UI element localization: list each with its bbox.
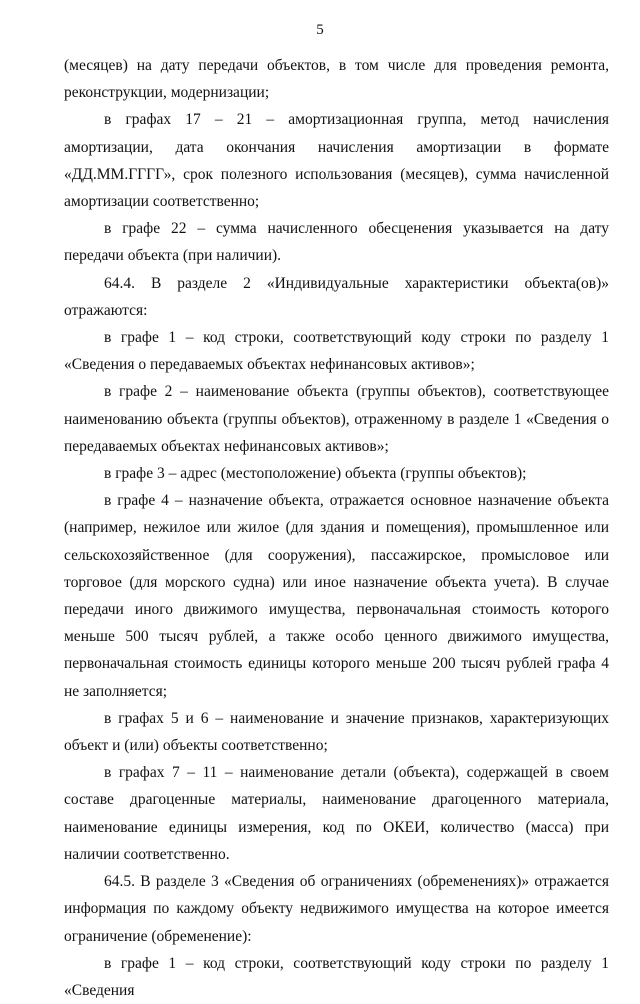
document-body — [64, 52, 609, 1004]
paragraph: в графе 2 – наименование объекта (группы объектов), соответствующее наименованию объекта (группы объектов), отраженному в разделе 1 «Сведения о передаваемых объектах нефинансовых активов»; — [64, 383, 609, 455]
paragraph: в графах 17 – 21 – амортизационная группа, метод начисления амортизации, дата окончания начисления амортизации в формате «ДД.ММ.ГГГГ», срок полезного использования (месяцев), сумма начисленной амортизации соответственно; — [64, 111, 609, 211]
paragraph: в графе 1 – код строки, соответствующий коду строки по разделу 1 «Сведения — [64, 954, 609, 999]
paragraph: в графах 5 и 6 – наименование и значение признаков, характеризующих объект и (или) объекты соответственно; — [64, 709, 609, 755]
paragraph: в графе 1 – код строки, соответствующий коду строки по разделу 1 «Сведения о передаваемых объектах нефинансовых активов»; — [64, 329, 609, 374]
page-number: 5 — [316, 22, 324, 38]
paragraph: (месяцев) на дату передачи объектов, в том числе для проведения ремонта, реконструкции, модернизации; — [64, 57, 609, 102]
paragraph: 64.5. В разделе 3 «Сведения об ограничениях (обременениях)» отражается информация по каждому объекту недвижимого имущества на которое имеется ограничение (обременение): — [64, 873, 609, 945]
paragraph: в графе 3 – адрес (местоположение) объекта (группы объектов); — [104, 465, 527, 483]
paragraph: 64.4. В разделе 2 «Индивидуальные характеристики объекта(ов)» отражаются: — [64, 274, 609, 319]
paragraph: в графе 22 – сумма начисленного обесценения указывается на дату передачи объекта (при наличии). — [64, 220, 609, 265]
paragraph: в графах 7 – 11 – наименование детали (объекта), содержащей в своем составе драгоценные материалы, наименование драгоценного материала, наименование единицы измерения, код по ОКЕИ, количество (масса) при наличии соответственно. — [64, 764, 609, 863]
paragraph: в графе 4 – назначение объекта, отражается основное назначение объекта (например, нежилое или жилое (для здания и помещения), промышленное или сельскохозяйственное (для сооружения), пассажирское, промысловое или торговое (для морского судна) или иное назначение объекта учета). В случае передачи иного движимого имущества, первоначальная стоимость которого меньше 500 тысяч рублей, а также особо ценного движимого имущества, первоначальная стоимость единицы которого меньше 200 тысяч рублей графа 4 не заполняется; — [64, 492, 609, 700]
